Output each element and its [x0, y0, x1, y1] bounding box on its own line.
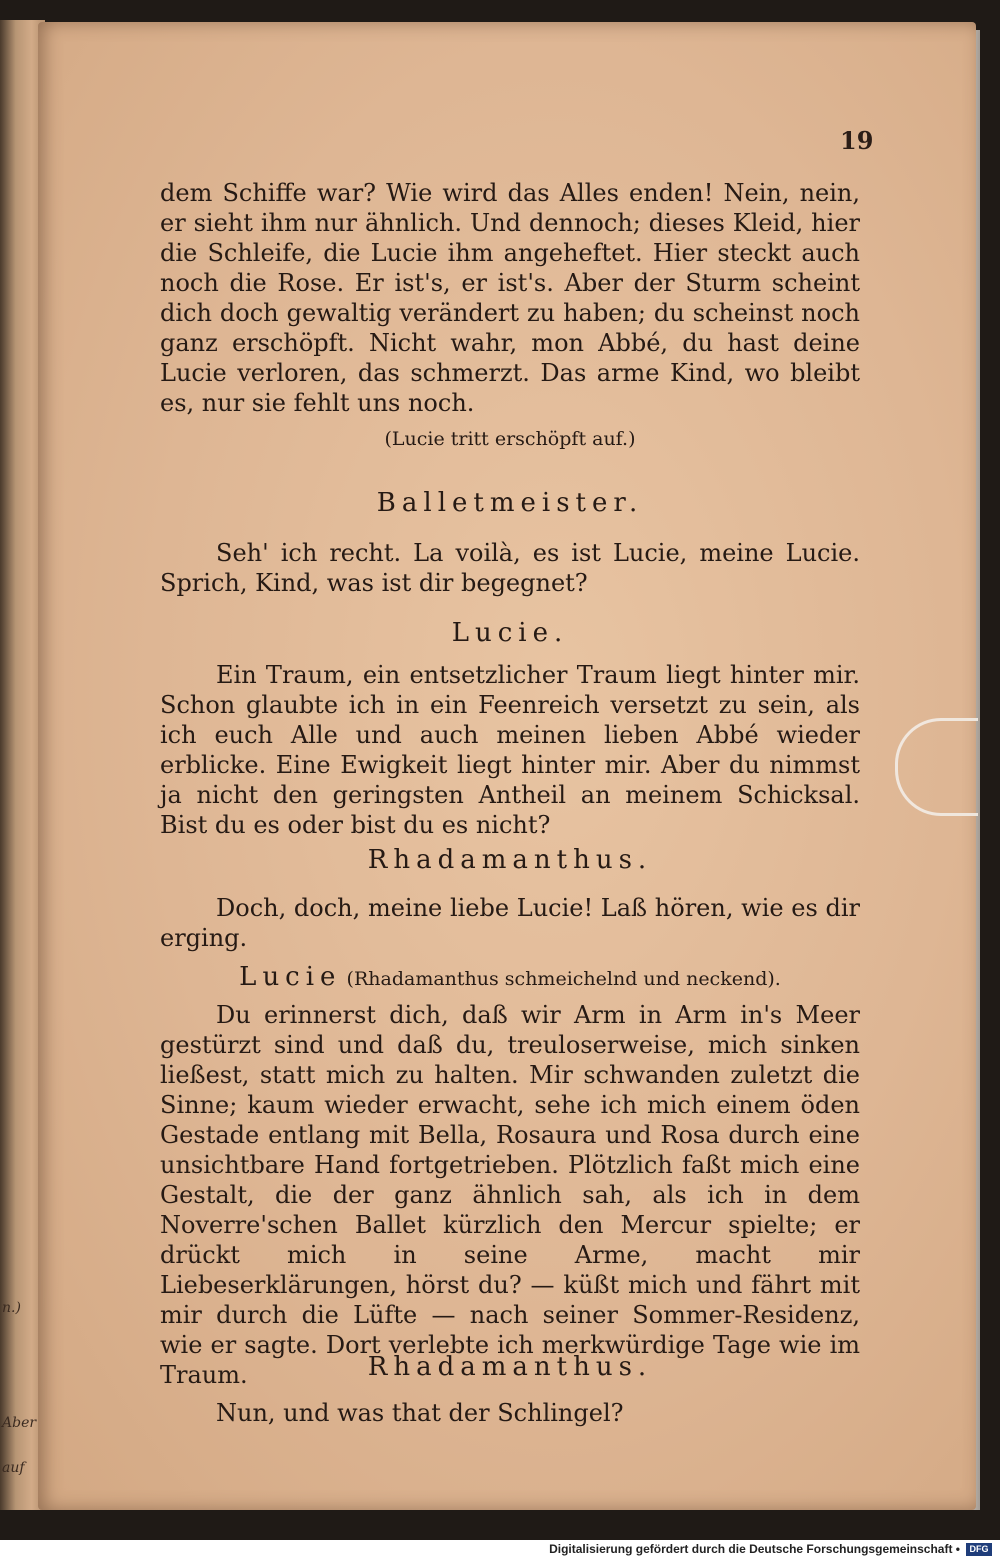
margin-fragment: Aber	[2, 1415, 37, 1431]
stage-direction-2: (Rhadamanthus schmeichelnd und neckend).	[346, 968, 781, 990]
speaker-line-lucie	[160, 962, 860, 992]
speaker-rhadamanthus: Rhadamanthus.	[367, 845, 653, 875]
digitization-credit: Digitalisierung gefördert durch die Deutsche Forschungsgemeinschaft •	[549, 1542, 960, 1556]
paragraph-1: dem Schiffe war? Wie wird das Alles enden! Nein, nein, er sieht ihm nur ähnlich. Und dennoch; dieses Kleid, hier die Schleife, die Lucie ihm angeheftet. Hier steckt auch noch die Rose. Er ist's, er ist's. Aber der Sturm scheint dich doch gewaltig verändert zu haben; du scheinst noch ganz erschöpft. Nicht wahr, mon Abbé, du hast deine Lucie verloren, das schmerzt. Das arme Kind, wo bleibt es, nur sie fehlt uns noch.	[160, 179, 860, 417]
speaker-lucie: Lucie.	[451, 618, 569, 648]
margin-fragment: n.)	[2, 1300, 21, 1316]
paragraph-4: Doch, doch, meine liebe Lucie! Laß hören, wie es dir erging.	[160, 894, 860, 952]
speaker-rhadamanthus-2: Rhadamanthus.	[367, 1352, 653, 1382]
speaker-lucie-2: Lucie	[239, 962, 342, 992]
paragraph-6: Nun, und was that der Schlingel?	[216, 1399, 624, 1427]
margin-fragment: auf	[2, 1460, 25, 1476]
stage-direction-1: (Lucie tritt erschöpft auf.)	[384, 428, 636, 450]
page-number: 19	[840, 126, 874, 155]
footer-bar	[0, 1540, 1000, 1560]
dfg-logo: DFG	[966, 1543, 992, 1556]
paper-clip	[895, 718, 978, 816]
paragraph-2: Seh' ich recht. La voilà, es ist Lucie, meine Lucie. Sprich, Kind, was ist dir begegnet?	[160, 539, 860, 597]
speaker-balletmeister: Balletmeister.	[376, 488, 644, 518]
paragraph-5: Du erinnerst dich, daß wir Arm in Arm in's Meer gestürzt sind und daß du, treuloserweise, mich sinken ließest, statt mich zu halten. Mir schwanden zuletzt die Sinne; kaum wieder erwacht, sehe ich mich einem öden Gestade entlang mit Bella, Rosaura und Rosa durch eine unsichtbare Hand fortgetrieben. Plötzlich faßt mich eine Gestalt, die der ganz ähnlich sah, als ich in dem Noverre'schen Ballet kürzlich den Mercur spielte; er drückt mich in seine Arme, macht mir Liebeserklärungen, hörst du? — küßt mich und fährt mit mir durch die Lüfte — nach seiner Sommer-Residenz, wie er sagte. Dort verlebte ich merkwürdige Tage wie im Traum.	[160, 1001, 860, 1389]
paragraph-3: Ein Traum, ein entsetzlicher Traum liegt hinter mir. Schon glaubte ich in ein Feenreich versetzt zu sein, als ich euch Alle und auch meinen lieben Abbé wieder erblicke. Eine Ewigkeit liegt hinter mir. Aber du nimmst ja nicht den geringsten Antheil an meinem Schicksal. Bist du es oder bist du es nicht?	[160, 661, 860, 839]
